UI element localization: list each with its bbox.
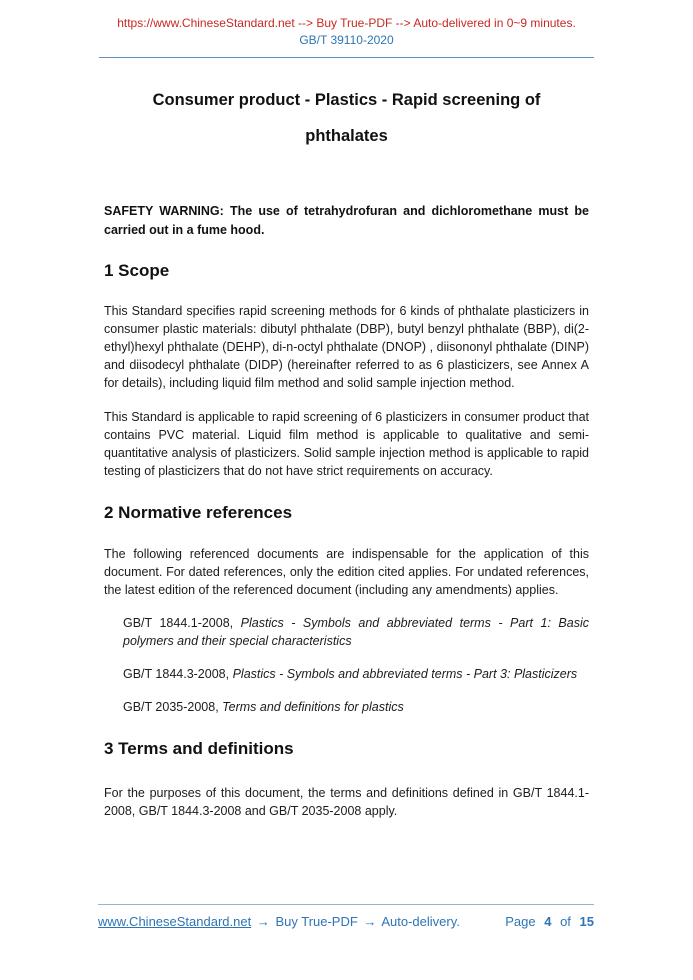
reference-code: GB/T 1844.3-2008, (123, 667, 230, 681)
right-arrow-icon: → (256, 914, 270, 929)
document-body (0, 82, 693, 820)
safety-warning: SAFETY WARNING: The use of tetrahydrofuran and dichloromethane must be carried out in a fume hood. (104, 204, 589, 237)
of-label: of (560, 914, 571, 929)
header-divider (99, 57, 594, 58)
section-heading-terms: 3 Terms and definitions (104, 739, 294, 758)
page-current: 4 (544, 914, 552, 929)
page-total: 15 (579, 914, 594, 929)
reference-item (123, 665, 589, 683)
footer-site-link[interactable]: www.ChineseStandard.net (98, 914, 252, 929)
page-label: Page (505, 914, 536, 929)
scope-paragraph-1: This Standard specifies rapid screening methods for 6 kinds of phthalate plasticizers in consumer plastic materials: dibutyl phthalate (DBP), butyl benzyl phthalate (BBP), di(2-ethyl)hexyl phthalate (DEHP), di-n-octyl phthalate (DNOP) , diisononyl phthalate (DINP) and diisodecyl phthalate (DIDP) (hereinafter referred to as 6 plasticizers, see Annex A for details), including liquid film method and solid sample injection method. (104, 304, 589, 390)
footer-delivery-text: Auto-delivery. (381, 914, 460, 929)
document-title-line2: phthalates (305, 127, 388, 145)
normative-references-intro: The following referenced documents are indispensable for the application of this document. For dated references, only the edition cited applies. For undated references, the latest edition of the referenced document (including any amendments) applies. (104, 547, 589, 597)
reference-item (123, 614, 589, 650)
promo-banner: https://www.ChineseStandard.net --> Buy True-PDF --> Auto-delivered in 0~9 minutes. (117, 16, 576, 30)
standard-code: GB/T 39110-2020 (299, 33, 394, 47)
page-number (500, 914, 594, 929)
reference-title: Terms and definitions for plastics (222, 700, 404, 714)
footer-buy-text: Buy True-PDF (275, 914, 358, 929)
section-heading-normative-references: 2 Normative references (104, 503, 293, 522)
reference-item (123, 698, 589, 716)
reference-code: GB/T 2035-2008, (123, 700, 219, 714)
document-title-line1: Consumer product - Plastics - Rapid screening of (152, 91, 541, 109)
section-heading-scope: 1 Scope (104, 261, 170, 280)
document-title (104, 82, 589, 154)
terms-paragraph: For the purposes of this document, the terms and definitions defined in GB/T 1844.1-2008, GB/T 1844.3-2008 and GB/T 2035-2008 apply. (104, 786, 589, 818)
reference-title: Plastics - Symbols and abbreviated terms - Part 3: Plasticizers (232, 667, 578, 681)
right-arrow-icon: → (363, 914, 377, 929)
reference-title: Plastics - Symbols and abbreviated terms - Part 1: Basic polymers and their special characteristics (123, 616, 589, 648)
scope-paragraph-2: This Standard is applicable to rapid screening of 6 plasticizers in consumer product that contains PVC material. Liquid film method is applicable to qualitative and semi-quantitative analysis of plasticizers. Solid sample injection method is applicable to rapid testing of plasticizers that do not have strict requirements on accuracy. (104, 410, 589, 478)
reference-code: GB/T 1844.1-2008, (123, 616, 234, 630)
footer-links (98, 914, 460, 929)
page-footer (98, 904, 594, 929)
